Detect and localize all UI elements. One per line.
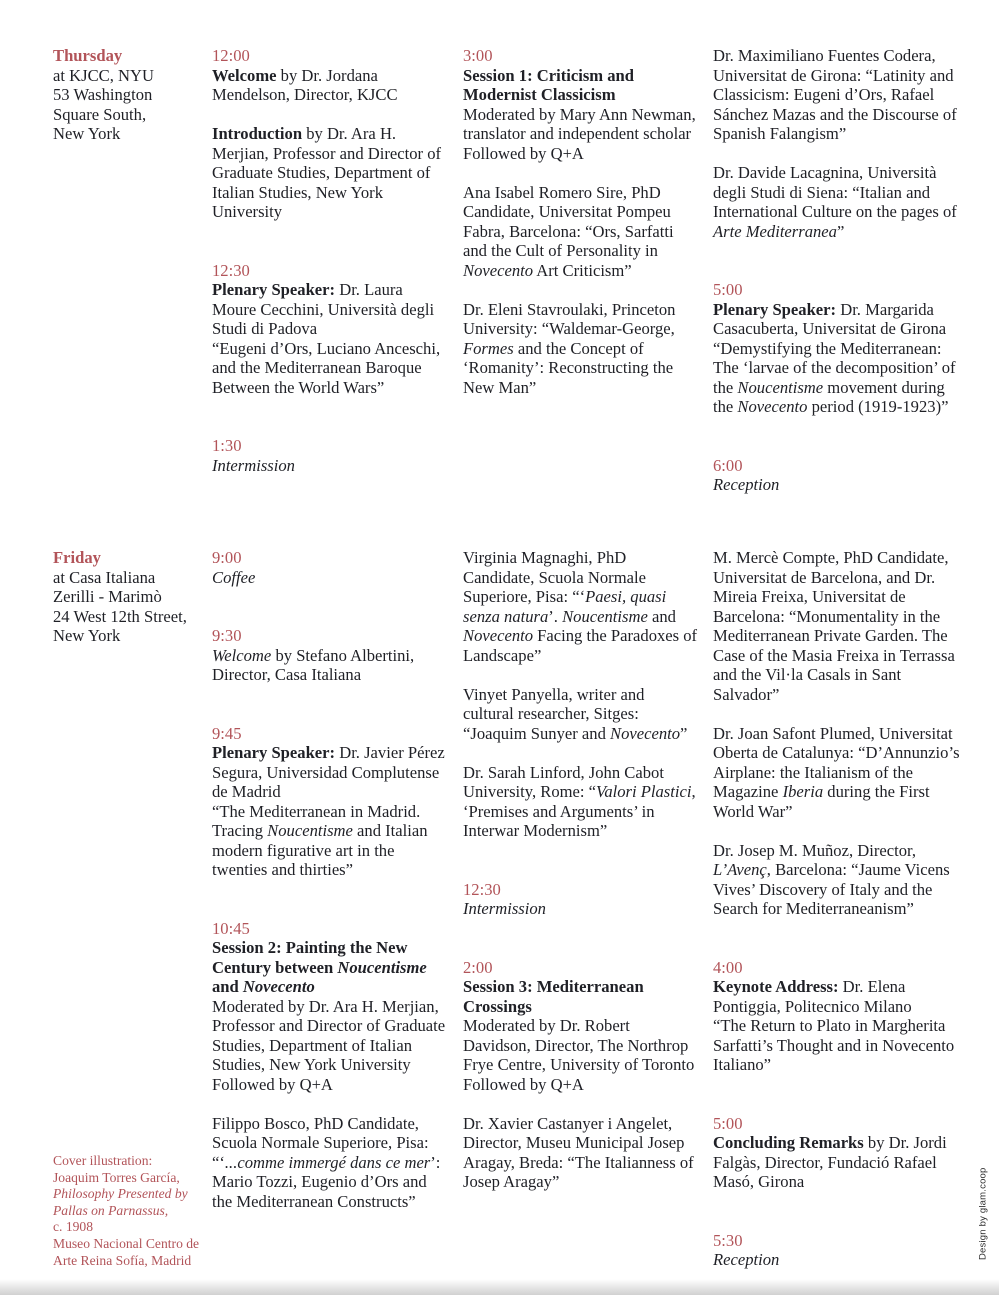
text-segment: M. Mercè Compte, PhD Candidate, Universitat de Barcelona, and Dr. Mireia Freixa, Universitat de Barcelona: “Monumentality in the Mediterranean Private Garden. The Case of the Masia Freixa in Terrassa and the Vil·la Casals in Sant Salvador” [713, 548, 955, 704]
text-segment: Coffee [212, 567, 256, 587]
time-label: 10:45 [212, 918, 250, 938]
text-segment: “Demystifying the Mediterranean: The ‘larvae of the decomposition’ of the [713, 338, 956, 397]
text-segment: Dr. Sarah Linford, John Cabot University, Rome: “ [463, 762, 664, 801]
time-label: 12:00 [212, 46, 250, 65]
text-segment: Dr. Margarida Casacuberta, Universitat de Girona [713, 299, 947, 338]
text-segment: Session 1: Criticism and Modernist Classicism [463, 65, 635, 104]
time-label: 9:45 [212, 723, 242, 743]
text-segment: Concluding Remarks [713, 1133, 864, 1152]
text-segment: Novecento [242, 977, 315, 996]
text-segment: Iberia [782, 782, 824, 801]
program-paragraph [212, 66, 449, 105]
program-paragraph [212, 568, 449, 588]
program-paragraph [463, 763, 699, 841]
text-segment: Virginia Magnaghi, PhD Candidate, Scuola Normale Superiore, Pisa: “‘ [463, 548, 646, 606]
venue-line: Zerilli - Marimò [53, 587, 162, 606]
text-segment: , ‘Premises and Arguments’ in Interwar Modernism” [463, 782, 696, 840]
text-segment: c. 1908 [53, 1219, 94, 1235]
program-paragraph [713, 548, 962, 704]
text-segment: ” [836, 221, 845, 241]
program-paragraph [713, 724, 962, 822]
program-paragraph [713, 841, 962, 919]
text-segment: Cover illustration: [53, 1153, 153, 1168]
program-paragraph [212, 743, 449, 880]
text-segment: Welcome [212, 645, 272, 665]
program-column-1 [212, 548, 463, 1270]
program-column-3 [713, 548, 962, 1270]
text-segment: , Barcelona: “Jaume Vicens Vives’ Discovery of Italy and the Search for Mediterraneanism” [713, 860, 950, 918]
text-segment: Moderated by Mary Ann Newman, translator and independent scholar [463, 104, 696, 143]
time-label: 5:00 [713, 1113, 743, 1133]
design-credit: Design by glam.coop [977, 1167, 989, 1260]
venue-line: Square South, [53, 104, 147, 124]
text-segment: Novecento [610, 723, 681, 743]
cover-illustration-note [53, 1153, 199, 1269]
program-paragraph [463, 899, 699, 919]
venue-line: 24 West 12th Street, [53, 606, 187, 626]
page-bottom-shadow [0, 1279, 999, 1295]
text-segment: Museo Nacional Centro de [53, 1235, 200, 1251]
text-segment: Noucentisme [562, 606, 648, 626]
program-paragraph [463, 183, 699, 281]
text-segment: Session 3: Mediterranean Crossings [463, 977, 644, 1016]
text-segment: Noucentisme [737, 377, 824, 397]
text-segment: Formes [463, 338, 514, 358]
text-segment: Joaquim Torres García, [53, 1169, 180, 1185]
text-segment: Followed by Q+A [212, 1074, 333, 1094]
program-paragraph [212, 938, 449, 1094]
text-segment: during the First World War” [713, 782, 930, 821]
program-column-2 [463, 548, 713, 1270]
program-paragraph [713, 977, 962, 1075]
day-section-thursday [53, 46, 962, 495]
venue-line: 53 Washington [53, 85, 153, 104]
text-segment: Dr. Eleni Stavroulaki, Princeton University: “Waldemar-George, [463, 299, 676, 338]
text-segment: Keynote Address: [713, 977, 839, 996]
program-paragraph [463, 1114, 699, 1192]
time-label: 9:30 [212, 626, 242, 645]
program-paragraph [212, 280, 449, 397]
text-segment: Dr. Joan Safont Plumed, Universitat Oberta de Catalunya: “D’Annunzio’s Airplane: the Italianism of the Magazine [713, 723, 960, 801]
text-segment: Intermission [463, 899, 546, 918]
program-paragraph [212, 456, 449, 476]
text-segment: Dr. Davide Lacagnina, Università degli Studi di Siena: “Italian and International Culture on the pages of [713, 163, 957, 221]
text-segment: Intermission [212, 455, 295, 475]
text-segment: ’. [548, 606, 563, 626]
text-segment: Arte Mediterranea [713, 221, 837, 241]
text-segment: L’Avenç [713, 860, 767, 879]
text-segment: Plenary Speaker: [713, 299, 837, 319]
text-segment: Novecento [463, 626, 534, 645]
text-segment: Followed by Q+A [463, 1074, 584, 1094]
text-segment: Philosophy Presented by [53, 1186, 188, 1202]
text-segment: “The Return to Plato in Margherita Sarfatti’s Thought and in Novecento Italiano” [713, 1016, 955, 1074]
text-segment: ” [680, 723, 688, 743]
text-segment: Session 2: Painting the New Century between [212, 938, 408, 977]
text-segment: Arte Reina Sofía, Madrid [53, 1252, 192, 1268]
program-paragraph [463, 548, 699, 665]
text-segment: ’: Mario Tozzi, Eugenio d’Ors and the Mediterranean Constructs” [212, 1152, 441, 1211]
text-segment: Noucentisme [337, 957, 427, 977]
program-paragraph [713, 475, 962, 495]
program-paragraph [463, 300, 699, 398]
venue-line: at Casa Italiana [53, 567, 156, 587]
program-paragraph [463, 977, 699, 1094]
text-segment: Dr. Laura Moure Cecchini, Università degli Studi di Padova [212, 280, 435, 338]
text-segment: Dr. Maximiliano Fuentes Codera, Universitat de Girona: “Latinity and Classicism: Eugeni d’Ors, Rafael Sánchez Mazas and the Discourse of Spanish Falangism” [713, 46, 957, 143]
program-paragraph [713, 300, 962, 417]
text-segment: Reception [713, 1250, 780, 1269]
venue-column [53, 46, 212, 495]
time-label: 6:00 [713, 455, 743, 475]
text-segment: Facing the Paradoxes of Landscape” [463, 626, 698, 665]
time-label: 3:00 [463, 46, 493, 65]
venue-line: New York [53, 124, 121, 143]
text-segment: period (1919-1923)” [807, 397, 949, 416]
program-paragraph [713, 163, 962, 241]
text-segment: movement during the [713, 377, 945, 416]
text-segment: Paesi, quasi senza natura [463, 587, 667, 626]
text-segment: Dr. Xavier Castanyer i Angelet, Director, Museu Municipal Josep Aragay, Breda: “The Italianness of Josep Aragay” [463, 1113, 694, 1191]
time-label: 2:00 [463, 957, 493, 977]
venue-line: New York [53, 626, 121, 645]
program-paragraph [713, 46, 962, 144]
text-segment: Moderated by Dr. Ara H. Merjian, Professor and Director of Graduate Studies, Department of Italian Studies, New York University [212, 996, 446, 1074]
text-segment: Introduction [212, 124, 303, 143]
text-segment: Pallas on Parnassus, [53, 1202, 169, 1218]
text-segment: Novecento [737, 397, 808, 416]
text-segment: Plenary Speaker: [212, 280, 336, 299]
program-paragraph [713, 1250, 962, 1270]
text-segment: Dr. Javier Pérez Segura, Universidad Complutense de Madrid [212, 743, 445, 801]
program-column-1 [212, 46, 463, 495]
program-paragraph [212, 124, 449, 222]
text-segment: Ana Isabel Romero Sire, PhD Candidate, Universitat Pompeu Fabra, Barcelona: “Ors, Sarfatti and the Cult of Personality in [463, 182, 674, 260]
text-segment: Followed by Q+A [463, 143, 584, 163]
text-segment: and [647, 606, 676, 626]
program-paragraph [212, 646, 449, 685]
text-segment: Filippo Bosco, PhD Candidate, Scuola Normale Superiore, Pisa: “‘ [212, 1113, 429, 1172]
text-segment: Novecento [463, 260, 534, 280]
text-segment: by Dr. Jordi Falgàs, Director, Fundació Rafael Masó, Girona [713, 1133, 947, 1191]
text-segment: Art Criticism” [533, 260, 632, 280]
program-paragraph [463, 66, 699, 164]
text-segment: by Dr. Jordana Mendelson, Director, KJCC [212, 65, 398, 104]
program-column-3 [713, 46, 962, 495]
text-segment: and Italian modern figurative art in the twenties and thirties” [212, 821, 428, 879]
time-label: 12:30 [212, 260, 250, 280]
text-segment: “The Mediterranean in Madrid. Tracing [212, 801, 421, 840]
time-label: 5:00 [713, 280, 743, 299]
text-segment: and the Concept of ‘Romanity’: Reconstructing the New Man” [463, 338, 674, 397]
text-segment: Dr. Josep M. Muñoz, Director, [713, 840, 917, 860]
day-label: Friday [53, 548, 101, 567]
text-segment: Welcome [212, 65, 277, 85]
text-segment: ...comme immergé dans ce mer [224, 1152, 431, 1172]
program-column-2 [463, 46, 713, 495]
text-segment: Valori Plastici [596, 782, 692, 801]
text-segment: by Stefano Albertini, Director, Casa Italiana [212, 645, 415, 684]
program-paragraph [713, 1133, 962, 1192]
day-label: Thursday [53, 46, 123, 65]
text-segment: “Eugeni d’Ors, Luciano Anceschi, and the Mediterranean Baroque Between the World Wars” [212, 338, 441, 397]
text-segment: Dr. Elena Pontiggia, Politecnico Milano [713, 977, 912, 1016]
time-label: 5:30 [713, 1230, 743, 1250]
text-segment: and [212, 977, 243, 996]
time-label: 1:30 [212, 436, 242, 455]
text-segment: Moderated by Dr. Robert Davidson, Director, The Northrop Frye Centre, University of Toronto [463, 1016, 695, 1074]
text-segment: Reception [713, 475, 780, 494]
venue-line: at KJCC, NYU [53, 65, 154, 85]
text-segment: Vinyet Panyella, writer and cultural researcher, Sitges: “Joaquim Sunyer and [463, 684, 645, 743]
time-label: 4:00 [713, 957, 743, 977]
program-paragraph [463, 685, 699, 744]
time-label: 12:30 [463, 879, 501, 899]
text-segment: by Dr. Ara H. Merjian, Professor and Director of Graduate Studies, Department of Italian Studies, New York University [212, 124, 442, 221]
text-segment: Plenary Speaker: [212, 743, 336, 762]
time-label: 9:00 [212, 548, 242, 567]
program-paragraph [212, 1114, 449, 1212]
text-segment: Noucentisme [267, 821, 353, 840]
